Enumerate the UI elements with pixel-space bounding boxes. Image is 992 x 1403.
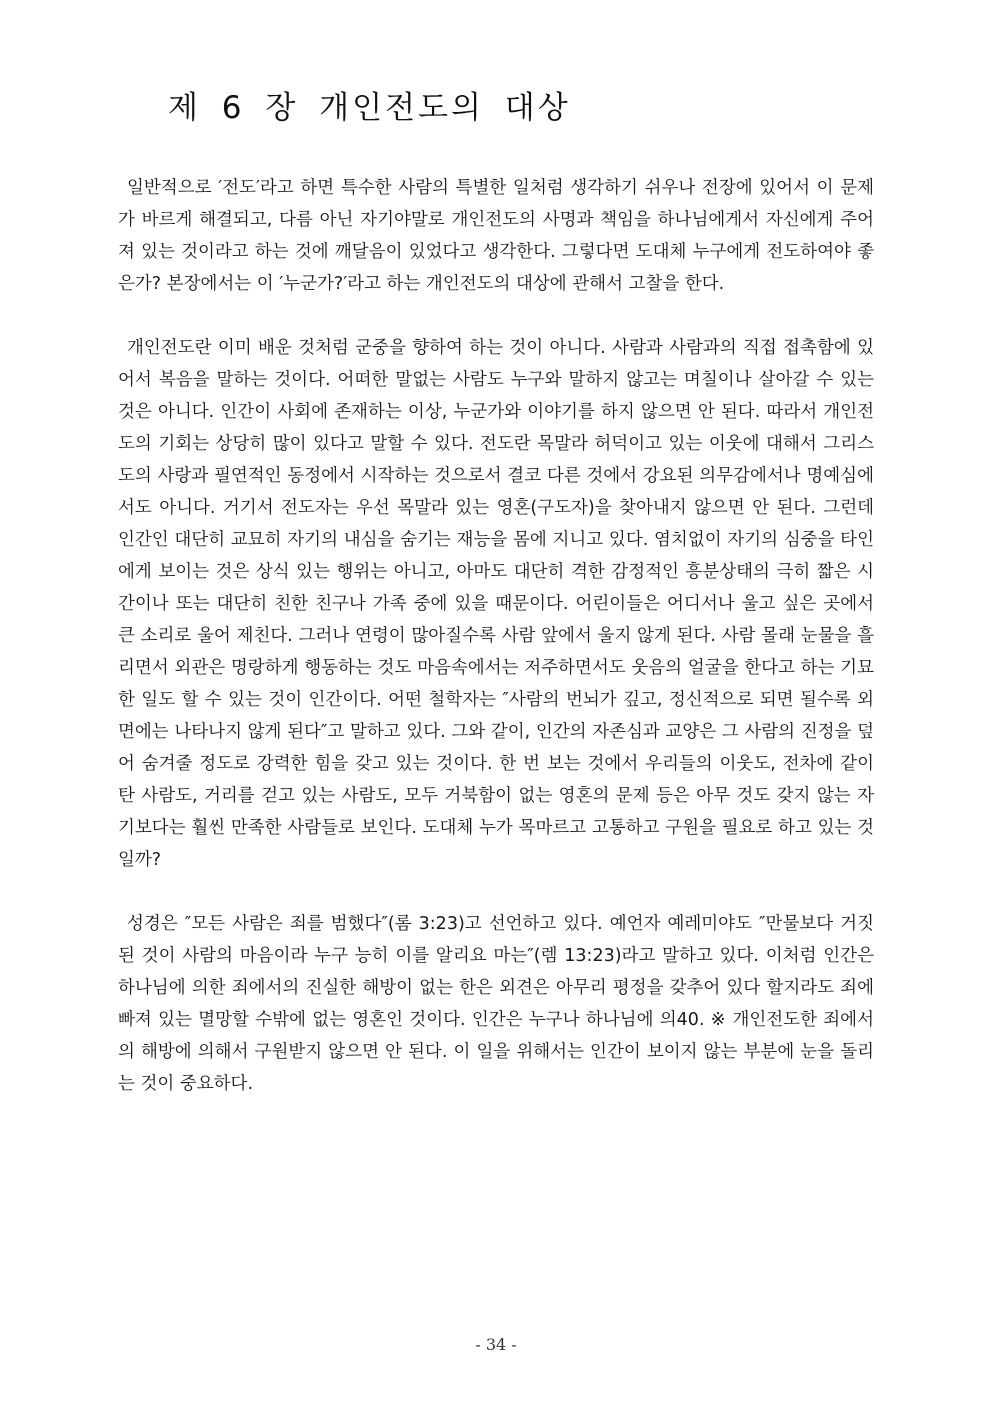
- paragraph-2: 개인전도란 이미 배운 것처럼 군중을 향하여 하는 것이 아니다. 사람과 사람과의 직접 접촉함에 있어서 복음을 말하는 것이다. 어떠한 말없는 사람도 누구와 말하지 않고는 며칠이나 살아갈 수 있는 것은 아니다. 인간이 사회에 존재하는 이상, 누군가와 이야기를 하지 않으면 안 된다. 따라서 개인전도의 기회는 상당히 많이 있다고 말할 수 있다. 전도란 목말라 허덕이고 있는 이웃에 대해서 그리스도의 사랑과 필연적인 동정에서 시작하는 것으로서 결코 다른 것에서 강요된 의무감에서나 명예심에서도 아니다. 거기서 전도자는 우선 목말라 있는 영혼(구도자)을 찾아내지 않으면 안 된다. 그런데 인간인 대단히 교묘히 자기의 내심을 숨기는 재능을 몸에 지니고 있다. 염치없이 자기의 심중을 타인에게 보이는 것은 상식 있는 행위는 아니고, 아마도 대단히 격한 감정적인 흥분상태의 극히 짧은 시간이나 또는 대단히 친한 친구나 가족 중에 있을 때문이다. 어린이들은 어디서나 울고 싶은 곳에서 큰 소리로 울어 제친다. 그러나 연령이 많아질수록 사람 앞에서 울지 않게 된다. 사람 몰래 눈물을 흘리면서 외관은 명랑하게 행동하는 것도 마음속에서는 저주하면서도 웃음의 얼굴을 한다고 하는 기묘한 일도 할 수 있는 것이 인간이다. 어떤 철학자는 ″사람의 번뇌가 깊고, 정신적으로 되면 될수록 외면에는 나타나지 않게 된다″고 말하고 있다. 그와 같이, 인간의 자존심과 교양은 그 사람의 진정을 덮어 숨겨줄 정도로 강력한 힘을 갖고 있는 것이다. 한 번 보는 것에서 우리들의 이웃도, 전차에 같이 탄 사람도, 거리를 걷고 있는 사람도, 모두 거북함이 없는 영혼의 문제 등은 아무 것도 갖지 않는 자기보다는 훨씬 만족한 사람들로 보인다. 도대체 누가 목마르고 고통하고 구원을 필요로 하고 있는 것일까?: [118, 338, 874, 870]
- page-number: - 34 -: [475, 1335, 517, 1354]
- chapter-title: 제 6 장 개인전도의 대상: [168, 90, 571, 126]
- paragraph-1: 일반적으로 ′전도′라고 하면 특수한 사람의 특별한 일처럼 생각하기 쉬우나 전장에 있어서 이 문제가 바르게 해결되고, 다름 아닌 자기야말로 개인전도의 사명과 책임을 하나님에게서 자신에게 주어져 있는 것이라고 하는 것에 깨달음이 있었다고 생각한다. 그렇다면 도대체 누구에게 전도하여야 좋은가? 본장에서는 이 ′누군가?′라고 하는 개인전도의 대상에 관해서 고찰을 한다.: [118, 178, 874, 294]
- paragraph-3: 성경은 ″모든 사람은 죄를 범했다″(롬 3:23)고 선언하고 있다. 예언자 예레미야도 ″만물보다 거짓된 것이 사람의 마음이라 누구 능히 이를 알리요 마는″(렘 13:23)라고 말하고 있다. 이처럼 인간은 하나님에 의한 죄에서의 진실한 해방이 없는 한은 외견은 아무리 평정을 갖추어 있다 할지라도 죄에 빠져 있는 멸망할 수밖에 없는 영혼인 것이다. 인간은 누구나 하나님에 의40. ※ 개인전도한 죄에서의 해방에 의해서 구원받지 않으면 안 된다. 이 일을 위해서는 인간이 보이지 않는 부분에 눈을 돌리는 것이 중요하다.: [118, 914, 874, 1094]
- body-text: [118, 172, 874, 1100]
